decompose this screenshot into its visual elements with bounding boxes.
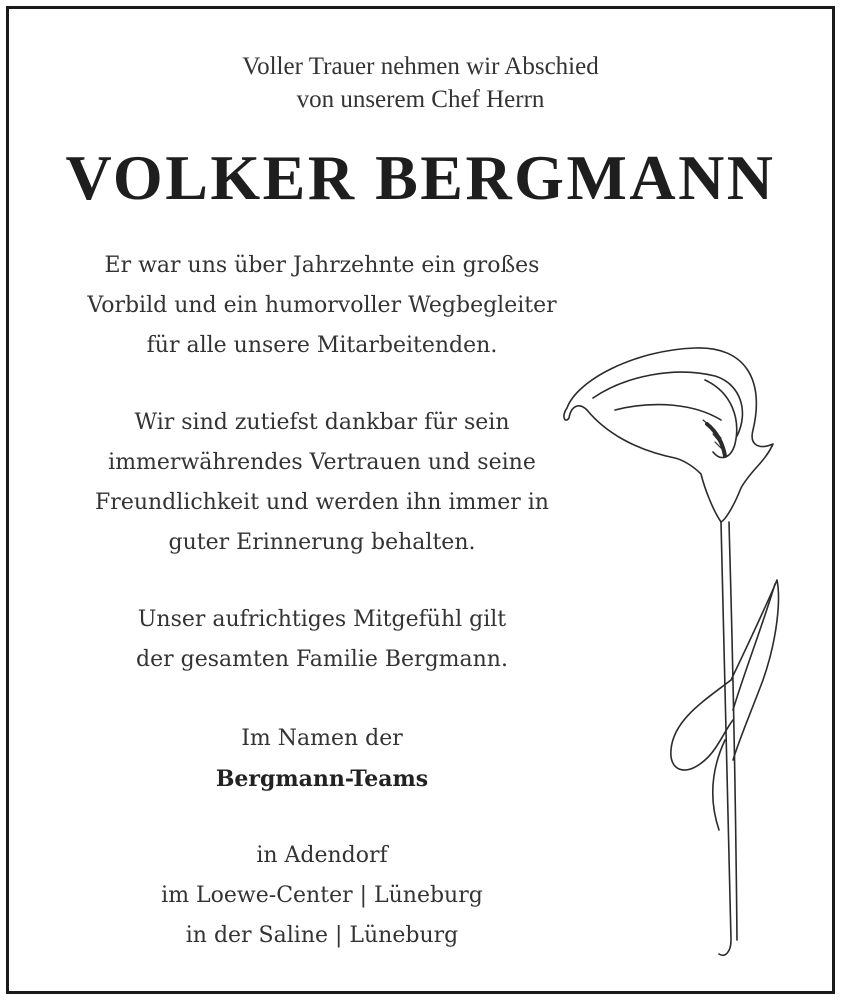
intro-line: von unserem Chef Herrn	[296, 86, 545, 113]
text-line: Freundlichkeit und werden ihn immer in	[95, 490, 549, 515]
tribute-paragraph-2	[22, 403, 622, 563]
text-line: Er war uns über Jahrzehnte ein großes	[104, 253, 540, 278]
signature-intro: Im Namen der	[241, 726, 403, 751]
location-line: in der Saline | Lüneburg	[185, 923, 459, 948]
locations-list	[22, 836, 622, 956]
text-line: der gesamten Familie Bergmann.	[136, 647, 508, 672]
tribute-paragraph-1	[22, 246, 622, 366]
text-line: Wir sind zutiefst dankbar für sein	[134, 410, 510, 435]
signature-team: Bergmann-Teams	[215, 766, 429, 792]
calla-lily-icon	[555, 340, 795, 970]
text-line: immerwährendes Vertrauen und seine	[108, 450, 536, 475]
location-line: in Adendorf	[256, 843, 388, 868]
text-line: guter Erinnerung behalten.	[168, 530, 476, 555]
intro-line: Voller Trauer nehmen wir Abschied	[242, 53, 599, 80]
text-line: für alle unsere Mitarbeitenden.	[146, 333, 498, 358]
condolence-paragraph	[22, 600, 622, 680]
deceased-name: VOLKER BERGMANN	[65, 142, 776, 213]
location-line: im Loewe-Center | Lüneburg	[161, 883, 483, 908]
text-line: Unser aufrichtiges Mitgefühl gilt	[137, 607, 507, 632]
text-line: Vorbild und ein humorvoller Wegbegleiter	[87, 293, 557, 318]
intro-text	[0, 50, 841, 116]
